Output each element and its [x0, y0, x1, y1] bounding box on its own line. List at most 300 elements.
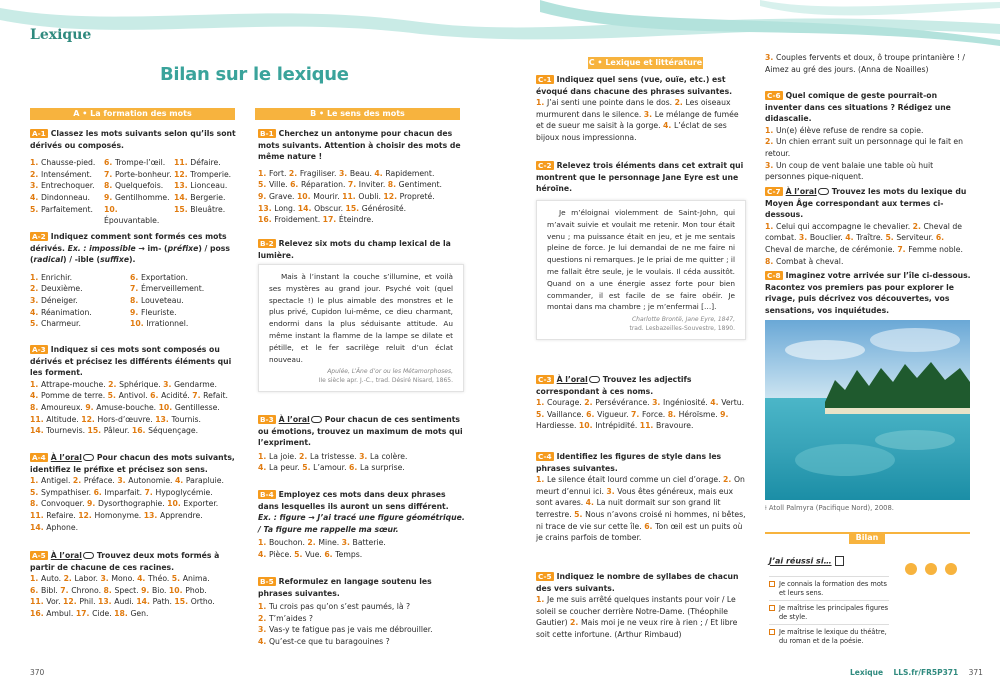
- list-item: [668, 410, 720, 419]
- exercise-c4: C-4 Identifiez les figures de style dans les phrases suivantes. 1. Le silence était lourd comme un ciel d’orage. 2. On meurt d’ennui ici. 3. Vous êtes généreux, mais eux sont avares. 4. La nuit dormait sur son grand lit terrestre. 5. Nous n’avons croisé ni hommes, ni bêtes, ni trace de vie sur cette île. 6. Ton œil est un puits où je crains parfois de tomber.: [536, 452, 746, 543]
- item-text: Irrationnel.: [146, 319, 189, 329]
- checkbox-icon[interactable]: [769, 605, 775, 611]
- item-number: 12.: [63, 597, 80, 607]
- list-item: [87, 499, 167, 508]
- item-number: 17.: [322, 215, 339, 225]
- exercise-badge: A-5: [32, 551, 46, 560]
- exercise-badge: C-7: [767, 187, 781, 196]
- item-text: Intrépidité.: [595, 421, 640, 431]
- list-item: [298, 204, 346, 213]
- item-number: 15.: [174, 204, 191, 214]
- item-text: Mine.: [318, 538, 342, 548]
- item-text: Gentillesse.: [174, 402, 220, 412]
- list-item: [536, 475, 723, 484]
- item-text: Vas-y te fatigue pas je vais me débrouiller.: [268, 625, 433, 635]
- item-number: 6.: [349, 463, 360, 473]
- item-number: 13.: [155, 414, 172, 424]
- item-number: 10.: [296, 191, 314, 201]
- item-number: 7.: [144, 487, 156, 497]
- item-text: Quelquefois.: [114, 181, 164, 191]
- item-number: 6.: [324, 549, 336, 559]
- item-text: Antivol.: [118, 391, 151, 401]
- item-number: 8.: [30, 402, 41, 412]
- item-number: 8.: [103, 585, 115, 595]
- list-item: [536, 410, 586, 419]
- bilan-item: [769, 600, 889, 624]
- item-number: 2.: [912, 221, 924, 231]
- section-a-header: A • La formation des mots: [30, 108, 235, 120]
- exercise-badge: B-4: [260, 490, 274, 499]
- item-number: 4.: [663, 121, 674, 131]
- list-item: [30, 284, 83, 293]
- item-text: Un coup de vent balaie une table où huit personnes pique-niquent.: [765, 160, 934, 182]
- item-number: 10.: [168, 585, 186, 595]
- item-text: La surprise.: [359, 463, 405, 473]
- item-number: 4.: [258, 636, 269, 646]
- list-item: [258, 204, 298, 213]
- list-item: [536, 398, 584, 407]
- item-number: 6.: [150, 391, 162, 401]
- list-item: [150, 391, 192, 400]
- smiley-happy-icon: [905, 563, 917, 575]
- list-item: [345, 204, 406, 213]
- item-text: La nuit dormait sur son grand lit terrestre.: [536, 498, 721, 519]
- item-number: 13.: [258, 203, 275, 213]
- list-item: [76, 609, 114, 618]
- item-text: Phil.: [79, 597, 98, 607]
- list-item: [258, 169, 289, 178]
- exercise-badge: B-1: [260, 129, 274, 138]
- list-item: [258, 452, 299, 461]
- item-number: 4.: [137, 574, 149, 584]
- bilan-box: [765, 532, 970, 645]
- section-header: Lexique: [30, 27, 92, 43]
- item-text: J’ai senti une pointe dans le dos.: [546, 98, 675, 108]
- item-number: 7.: [897, 244, 909, 254]
- microphone-icon: [311, 416, 322, 423]
- item-number: 1.: [536, 595, 547, 605]
- list-item: [30, 273, 72, 282]
- item-text: Pâleur.: [103, 426, 132, 436]
- item-text: Ville.: [268, 180, 291, 190]
- list-item: [258, 538, 307, 547]
- item-text: Tu crois pas qu’on s’est paumés, là ?: [268, 602, 411, 612]
- item-text: Aphone.: [46, 522, 79, 532]
- list-item: [897, 245, 963, 254]
- checklist-icon: [835, 556, 844, 566]
- item-number: 11.: [30, 510, 47, 520]
- item-text: Vigueur.: [597, 409, 632, 419]
- item-number: 8.: [130, 295, 141, 305]
- item-text: Spect.: [114, 585, 142, 595]
- item-text: Tournevis.: [46, 426, 88, 436]
- list-item: [258, 192, 297, 201]
- list-item: [117, 476, 175, 485]
- item-number: 3.: [606, 486, 618, 496]
- item-text: Entrechoquer.: [40, 181, 95, 191]
- item-text: Mais moi je ne veux rire à rien ; / Et libre soit cette infortune. (Arthur Rimbaud): [536, 618, 738, 639]
- item-text: Déneiger.: [40, 295, 78, 305]
- item-text: Attrape-mouche.: [40, 379, 109, 389]
- item-text: Ton œil est un puits où je crains parfois de tomber.: [536, 521, 743, 543]
- item-number: 16.: [131, 426, 149, 436]
- item-number: 4.: [374, 168, 386, 178]
- list-item: [78, 511, 144, 520]
- list-item: [114, 609, 148, 618]
- item-text: Exporter.: [183, 499, 219, 509]
- item-text: Pièce.: [268, 549, 295, 559]
- item-text: Dindonneau.: [40, 192, 90, 202]
- list-item: [710, 398, 744, 407]
- list-item: [60, 586, 103, 595]
- item-text: Mono.: [111, 574, 138, 584]
- item-text: Rapidement.: [385, 168, 435, 178]
- item-number: 9.: [720, 409, 729, 419]
- list-item: [63, 597, 98, 606]
- item-text: L’éclat de ses bijoux nous impressionna.: [536, 121, 727, 142]
- item-number: 4.: [258, 463, 269, 473]
- item-number: 12.: [78, 510, 95, 520]
- item-number: 7.: [631, 409, 642, 419]
- exercise-badge: B-2: [260, 239, 274, 248]
- item-number: 5.: [294, 549, 306, 559]
- exercise-b4: B-4 Employez ces mots dans deux phrases dans lesquelles ils auront un sens différent. Ex. : figure → J’ai tracé une figure géométrique. / Ta figure me rappelle ma sœur. 1. Bouchon. 2. Mine. 3. Batterie. 4. Pièce. 5. Vue. 6. Temps.: [258, 490, 465, 559]
- item-text: La peur.: [268, 463, 303, 473]
- exercise-a4: A-4 À l’oral Pour chacun des mots suivants, identifiez le préfixe et précisez son sens. 1. Antigel. 2. Préface. 3. Autonomie. 4. Parapluie. 5. Sympathiser. 6. Imparfait. 7. Hypoglycémie. 8. Convoquer. 9. Dysorthographie. 10. Exporter. 11. Refaire. 12. Homonyme. 13. Apprendre. 14. Aphone.: [30, 453, 235, 532]
- list-item: [73, 476, 117, 485]
- exercise-badge: B-3: [260, 415, 274, 424]
- item-text: Convoquer.: [40, 499, 87, 509]
- item-number: 8.: [765, 256, 776, 266]
- list-item: [799, 233, 845, 242]
- smiley-neutral-icon: [925, 563, 937, 575]
- bilan-item: [769, 624, 889, 648]
- item-number: 17.: [75, 608, 93, 618]
- list-item: [64, 574, 101, 583]
- list-item: [536, 98, 675, 107]
- item-number: 9.: [141, 585, 153, 595]
- list-item: [132, 426, 198, 435]
- item-number: 1.: [30, 158, 41, 168]
- list-item: [94, 488, 145, 497]
- item-text: Apprendre.: [159, 510, 203, 520]
- item-number: 4.: [258, 549, 269, 559]
- item-number: 15.: [174, 597, 191, 607]
- item-number: 6.: [30, 585, 41, 595]
- item-number: 14.: [174, 192, 191, 202]
- list-item: [302, 463, 349, 472]
- item-number: 13.: [143, 510, 160, 520]
- item-text: Bleuâtre.: [190, 204, 226, 214]
- item-number: 9.: [86, 499, 98, 509]
- item-text: Je me suis arrêté quelques instants pour voir / Le soleil se coucher derrière Notre-Dame. (Théophile Gautier): [536, 595, 736, 628]
- item-text: Bergerie.: [190, 192, 226, 202]
- list-item: [299, 452, 359, 461]
- list-item: [258, 637, 390, 646]
- list-item: [765, 161, 933, 182]
- item-number: 9.: [85, 402, 97, 412]
- item-number: 1.: [536, 98, 547, 108]
- list-item: [30, 426, 87, 435]
- list-item: [172, 574, 210, 583]
- item-number: 1.: [30, 272, 41, 282]
- item-number: 3.: [163, 379, 175, 389]
- checkbox-icon[interactable]: [769, 629, 775, 635]
- item-text: La tristesse.: [309, 451, 360, 461]
- list-item: [30, 205, 93, 214]
- item-number: 1.: [536, 475, 547, 485]
- item-number: 8.: [30, 499, 41, 509]
- item-number: 6.: [104, 158, 115, 168]
- list-item: [108, 391, 151, 400]
- item-number: 4.: [30, 307, 41, 317]
- item-text: Vertu.: [721, 398, 745, 408]
- item-text: Force.: [642, 409, 668, 419]
- item-text: Bibl.: [40, 585, 61, 595]
- item-text: Chrono.: [71, 585, 104, 595]
- list-item: [104, 586, 142, 595]
- item-text: Bio.: [152, 585, 169, 595]
- item-text: Ingéniosité.: [663, 398, 711, 408]
- item-number: 1.: [258, 602, 269, 612]
- list-item: [30, 415, 81, 424]
- item-text: Qu’est-ce que tu baragouines ?: [268, 636, 390, 646]
- item-number: 6.: [130, 272, 141, 282]
- item-number: 3.: [765, 160, 776, 170]
- list-item: [631, 410, 668, 419]
- item-number: 7.: [130, 284, 141, 294]
- item-text: Charmeur.: [40, 319, 81, 329]
- item-text: Le silence était lourd comme un ciel d’orage.: [546, 475, 723, 485]
- list-item: [652, 398, 710, 407]
- item-text: Héroïsme.: [678, 409, 721, 419]
- item-text: Émerveillement.: [140, 284, 205, 294]
- exercise-c3: C-3 À l’oral Trouvez les adjectifs correspondant à ces noms. 1. Courage. 2. Persévérance. 3. Ingéniosité. 4. Vertu. 5. Vaillance. 6. Vigueur. 7. Force. 8. Héroïsme. 9. Hardiesse. 10. Intrépidité. 11. Bravoure.: [536, 375, 745, 431]
- microphone-icon: [83, 454, 94, 461]
- list-item: [359, 452, 407, 461]
- item-number: 3.: [341, 538, 353, 548]
- list-item: [174, 158, 221, 167]
- list-item: [765, 126, 923, 135]
- item-text: Vue.: [305, 549, 325, 559]
- list-item: [174, 170, 231, 179]
- list-item: [258, 180, 290, 189]
- list-item: [104, 158, 165, 167]
- item-text: Beau.: [349, 168, 375, 178]
- list-item: [130, 273, 188, 282]
- list-item: [339, 169, 374, 178]
- item-number: 2.: [30, 169, 41, 179]
- item-text: Éteindre.: [338, 215, 374, 225]
- item-number: 7.: [104, 169, 115, 179]
- item-text: Sympathiser.: [40, 487, 94, 497]
- list-item: [765, 53, 965, 74]
- list-item: [294, 550, 324, 559]
- list-item: [81, 415, 155, 424]
- checkbox-icon[interactable]: [769, 581, 775, 587]
- item-text: Deuxième.: [40, 284, 83, 294]
- footer: [850, 667, 983, 679]
- right-page: [500, 0, 1000, 695]
- item-number: 14.: [297, 203, 315, 213]
- item-number: 6.: [290, 180, 302, 190]
- item-text: Intensément.: [40, 169, 92, 179]
- item-text: Hypoglycémie.: [155, 487, 213, 497]
- item-number: 5.: [30, 487, 41, 497]
- item-number: 18.: [114, 608, 131, 618]
- item-text: Vor.: [46, 597, 64, 607]
- item-text: Traître.: [856, 233, 886, 243]
- item-text: Phob.: [185, 585, 207, 595]
- list-item: [30, 574, 64, 583]
- item-text: Lionceau.: [190, 181, 228, 191]
- list-item: [765, 257, 843, 266]
- list-item: [258, 463, 302, 472]
- item-text: Enrichir.: [40, 272, 73, 282]
- list-item: [30, 308, 92, 317]
- item-text: Pomme de terre.: [40, 391, 108, 401]
- exercise-a1: [30, 128, 245, 227]
- item-text: Générosité.: [361, 203, 407, 213]
- item-number: 3.: [117, 476, 129, 486]
- item-text: Gentilhomme.: [114, 192, 170, 202]
- list-item: [586, 410, 631, 419]
- item-number: 2.: [298, 451, 310, 461]
- page-number-left: 370: [30, 668, 45, 677]
- section-c-header: C • Lexique et littérature: [588, 58, 703, 67]
- item-text: Ambul.: [46, 608, 76, 618]
- item-text: Préface.: [83, 476, 118, 486]
- list-item: [136, 597, 174, 606]
- item-text: Un(e) élève refuse de rendre sa copie.: [775, 125, 924, 135]
- item-number: 7.: [347, 180, 359, 190]
- item-number: 3.: [100, 574, 112, 584]
- list-item: [30, 523, 78, 532]
- item-number: 14.: [136, 597, 153, 607]
- item-number: 10.: [104, 204, 118, 214]
- exercise-c7: C-7 À l’oral Trouvez les mots du lexique du Moyen Âge correspondant aux termes ci-dessous. 1. Celui qui accompagne le chevalier. 2. Cheval de combat. 3. Bouclier. 4. Traître. 5. Serviteur. 6. Cheval de marche, de cérémonie. 7. Femme noble. 8. Combat à cheval.: [765, 187, 967, 266]
- bilan-title: Bilan: [849, 532, 885, 544]
- item-text: Path.: [152, 597, 175, 607]
- item-text: Sphérique.: [119, 379, 164, 389]
- list-item: [174, 205, 225, 214]
- item-number: 9.: [258, 191, 269, 201]
- list-item: [130, 319, 188, 328]
- exercise-badge: C-3: [538, 375, 552, 384]
- list-item: [258, 625, 433, 634]
- item-text: Grave.: [268, 191, 297, 201]
- item-text: Oubli.: [358, 191, 384, 201]
- item-text: Amuse-bouche.: [96, 402, 159, 412]
- item-number: 10.: [167, 499, 184, 509]
- footer-label: Lexique: [850, 668, 884, 677]
- list-item: [30, 597, 63, 606]
- item-number: 11.: [30, 597, 47, 607]
- list-item: [258, 614, 313, 623]
- item-text: Celui qui accompagne le chevalier.: [775, 221, 913, 231]
- item-text: Chausse-pied.: [40, 158, 96, 168]
- list-item: [104, 181, 163, 190]
- list-item: [30, 158, 95, 167]
- item-text: Anima.: [182, 574, 210, 584]
- item-number: 16.: [30, 608, 47, 618]
- item-number: 5.: [536, 409, 547, 419]
- exercise-badge: A-3: [32, 345, 46, 354]
- list-item: [87, 426, 131, 435]
- item-text: Refait.: [203, 391, 228, 401]
- smiley-sad-icon: [945, 563, 957, 575]
- list-item: [104, 170, 172, 179]
- item-number: 11.: [174, 158, 191, 168]
- exercise-badge: C-1: [538, 75, 552, 84]
- item-number: 2.: [723, 475, 734, 485]
- item-number: 6.: [935, 233, 945, 243]
- item-number: 1.: [30, 379, 41, 389]
- item-number: 3.: [798, 233, 810, 243]
- item-number: 2.: [584, 398, 596, 408]
- item-number: 3.: [643, 109, 655, 119]
- list-item: [584, 398, 652, 407]
- list-item: [30, 499, 87, 508]
- item-number: 8.: [387, 180, 399, 190]
- item-text: Louveteau.: [140, 295, 184, 305]
- item-number: 4.: [710, 398, 722, 408]
- item-text: Ortho.: [190, 597, 215, 607]
- item-text: Les oiseaux murmurent dans le silence.: [536, 98, 731, 119]
- footer-link[interactable]: LLS.fr/FR5P371: [893, 668, 959, 677]
- list-item: [297, 192, 342, 201]
- item-number: 3.: [258, 625, 269, 635]
- item-number: 7.: [60, 585, 72, 595]
- list-item: [324, 550, 362, 559]
- microphone-icon: [83, 552, 94, 559]
- item-text: Hardiesse.: [536, 421, 579, 431]
- item-text: On meurt d’ennui ici.: [536, 475, 745, 496]
- item-text: Bravoure.: [656, 421, 694, 431]
- item-number: 6.: [93, 487, 105, 497]
- item-text: Combat à cheval.: [775, 256, 844, 266]
- item-number: 6.: [586, 409, 598, 419]
- item-number: 8.: [667, 409, 679, 419]
- item-text: Mourir.: [313, 191, 343, 201]
- item-number: 3.: [652, 398, 664, 408]
- microphone-icon: [818, 188, 829, 195]
- list-item: [383, 192, 434, 201]
- item-text: Théo.: [148, 574, 172, 584]
- item-text: T’m’aides ?: [268, 613, 314, 623]
- list-item: [30, 511, 78, 520]
- photo-caption: ⍿ Atoll Palmyra (Pacifique Nord), 2008.: [765, 504, 894, 512]
- item-text: Vous êtes généreux, mais eux sont avares.: [536, 486, 734, 508]
- item-text: Courage.: [546, 398, 585, 408]
- item-text: Altitude.: [46, 414, 82, 424]
- item-text: Tournis.: [171, 414, 201, 424]
- item-text: Épouvantable.: [104, 216, 160, 226]
- list-item: [30, 193, 90, 202]
- list-item: [130, 296, 184, 305]
- item-number: 1.: [30, 574, 41, 584]
- item-text: Parfaitement.: [40, 204, 93, 214]
- item-text: Exportation.: [140, 272, 188, 282]
- list-item: [30, 609, 76, 618]
- item-text: Audi.: [114, 597, 137, 607]
- item-text: Cheval de marche, de cérémonie.: [765, 244, 898, 254]
- item-number: 10.: [578, 421, 596, 431]
- exercise-a3: A-3 Indiquez si ces mots sont composés ou dérivés et précisez les différents éléments qui les forment. 1. Attrape-mouche. 2. Sphérique. 3. Gendarme. 4. Pomme de terre. 5. Antivol. 6. Acidité. 7. Refait. 8. Amoureux. 9. Amuse-bouche. 10. Gentillesse. 11. Altitude. 12. Hors-d’œuvre. 13. Tournis. 14. Tournevis. 15. Pâleur. 16. Séquençage.: [30, 345, 232, 436]
- exercise-badge: A-4: [32, 453, 46, 462]
- bilan-item-text: Je maîtrise les principales figures de style.: [779, 604, 889, 621]
- exercise-c2: C-2 Relevez trois éléments dans cet extrait qui montrent que le personnage Jane Eyre est une héroïne.: [536, 161, 744, 194]
